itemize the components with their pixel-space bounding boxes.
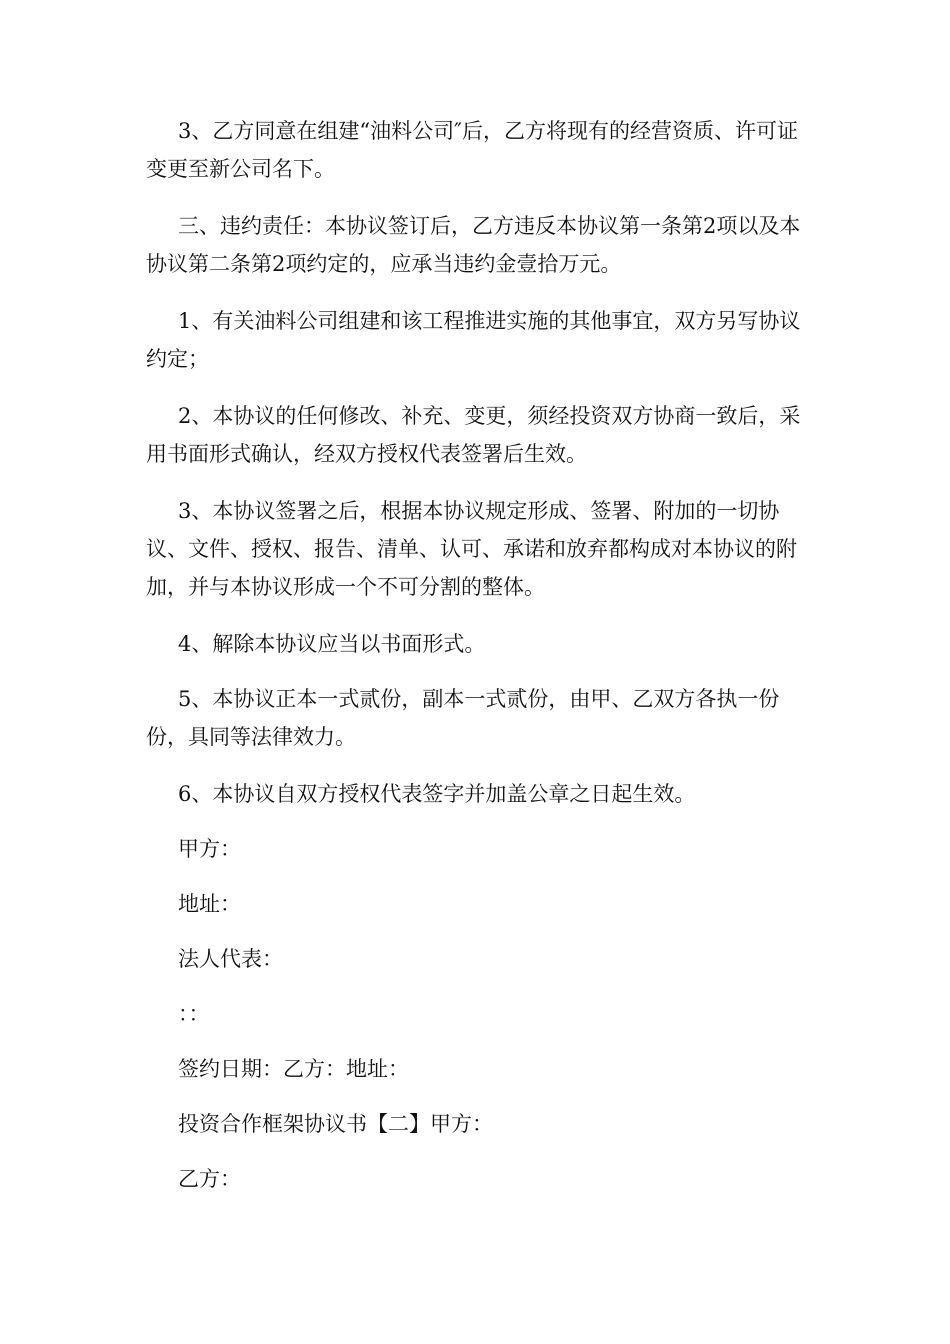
- clause-3-license-transfer: 3、乙方同意在组建“油料公司″后，乙方将现有的经营资质、许可证变更至新公司名下。: [146, 119, 798, 181]
- signing-date-line: 签约日期：乙方：地址：: [178, 1057, 409, 1081]
- agreement-two-heading: 投资合作框架协议书【二】甲方：: [178, 1112, 493, 1136]
- party-b-label: 乙方：: [178, 1167, 241, 1191]
- document-body: [146, 112, 806, 1215]
- clause-3-attachments: 3、本协议签署之后，根据本协议规定形成、签署、附加的一切协议、文件、授权、报告、清单、认可、承诺和放弃都构成对本协议的附加，并与本协议形成一个不可分割的整体。: [146, 499, 797, 599]
- clause-2-amendments: 2、本协议的任何修改、补充、变更，须经投资双方协商一致后，采用书面形式确认，经双方授权代表签署后生效。: [146, 404, 801, 466]
- colon-placeholder: ：：: [178, 1002, 210, 1026]
- clause-5-copies: 5、本协议正本一式贰份，副本一式贰份，由甲、乙双方各执一份份，具同等法律效力。: [146, 687, 780, 749]
- clause-6-effective-date: 6、本协议自双方授权代表签字并加盖公章之日起生效。: [178, 782, 696, 806]
- clause-1-other-matters: 1、有关油料公司组建和该工程推进实施的其他事宜，双方另写协议约定；: [146, 309, 801, 371]
- legal-representative-label: 法人代表：: [178, 947, 283, 971]
- party-a-label: 甲方：: [178, 837, 241, 861]
- address-label: 地址：: [178, 892, 241, 916]
- clause-4-termination: 4、解除本协议应当以书面形式。: [178, 632, 486, 656]
- section-3-breach-liability: 三、违约责任：本协议签订后，乙方违反本协议第一条第2项以及本协议第二条第2项约定的，应承当违约金壹拾万元。: [146, 214, 801, 276]
